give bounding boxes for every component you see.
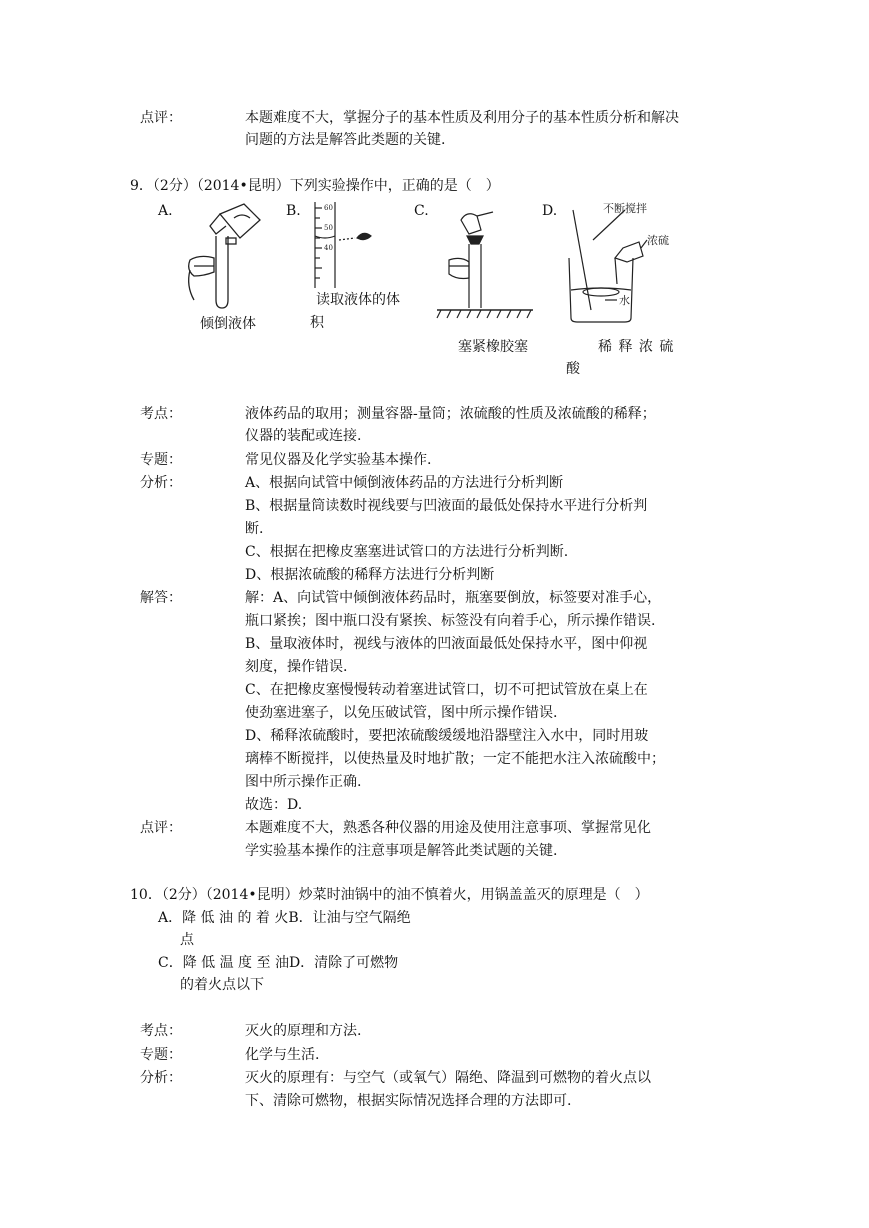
figure-graduated-cylinder xyxy=(305,200,385,290)
prev-comment-label: 点评： xyxy=(140,110,182,126)
q9-jieda-label: 解答： xyxy=(140,590,182,606)
text-line: 液体药品的取用；测量容器-量筒；浓硫酸的性质及浓硫酸的稀释； xyxy=(245,406,656,422)
q9-fenxi-text xyxy=(245,472,715,587)
acid-label: 浓硫 xyxy=(647,234,669,247)
q10-kaodian-label: 考点： xyxy=(140,1023,182,1039)
text-line: 图中所示操作正确. xyxy=(245,774,362,790)
q9-option-b-letter: B. xyxy=(286,203,301,219)
text-line: 瓶口紧挨；图中瓶口没有紧挨、标签没有向着手心，所示操作错误. xyxy=(245,613,656,629)
q10-options-row2: C．降 低 温 度 至 油D．清除了可燃物 xyxy=(158,955,399,971)
tick-label: 50 xyxy=(324,224,333,232)
text-line: D、根据浓硫酸的稀释方法进行分析判断 xyxy=(245,567,495,583)
text-line: 仪器的装配或连接. xyxy=(245,428,362,444)
text-line: C、在把橡皮塞慢慢转动着塞进试管口，切不可把试管放在桌上在 xyxy=(245,682,648,698)
q9-option-d-caption-2: 酸 xyxy=(566,361,580,377)
q9-option-a-letter: A. xyxy=(158,203,173,219)
q10-fenxi-label: 分析： xyxy=(140,1070,182,1086)
stir-label: 不断搅拌 xyxy=(603,202,647,215)
q9-dianping-text xyxy=(245,817,715,863)
water-label: 水 xyxy=(619,294,630,307)
text-line: 灭火的原理和方法. xyxy=(245,1023,362,1039)
q9-option-b-caption-2: 积 xyxy=(310,315,324,331)
q9-option-a-caption: 倾倒液体 xyxy=(200,316,256,332)
tick-label: 40 xyxy=(324,244,333,252)
text-line: B、量取液体时，视线与液体的凹液面最低处保持水平，图中仰视 xyxy=(245,636,648,652)
q9-jieda-text xyxy=(245,587,715,817)
text-line: 断. xyxy=(245,521,264,537)
text-line: 化学与生活. xyxy=(245,1047,320,1063)
q10-stem: 10．（2分）（2014•昆明）炒菜时油锅中的油不慎着火，用锅盖盖灭的原理是（ ） xyxy=(130,887,649,903)
q9-kaodian-label: 考点： xyxy=(140,406,182,422)
figure-pouring-liquid xyxy=(180,200,275,315)
q9-kaodian-text xyxy=(245,403,715,447)
figure-rubber-stopper xyxy=(435,208,535,326)
text-line: 璃棒不断搅拌，以使热量及时地扩散；一定不能把水注入浓硫酸中； xyxy=(245,751,665,767)
text-line: A、根据向试管中倾倒液体药品的方法进行分析判断 xyxy=(245,475,564,491)
q10-fenxi-text xyxy=(245,1067,715,1113)
tick-label: 60 xyxy=(324,204,333,212)
q10-zhuanti-label: 专题： xyxy=(140,1047,182,1063)
text-line: D、稀释浓硫酸时，要把浓硫酸缓缓地沿器壁注入水中，同时用玻 xyxy=(245,728,649,744)
q9-fenxi-label: 分析： xyxy=(140,475,182,491)
q10-kaodian-text xyxy=(245,1020,715,1042)
prev-comment-text xyxy=(245,107,715,151)
text-line: B、根据量筒读数时视线要与凹液面的最低处保持水平进行分析判 xyxy=(245,498,648,514)
q10-options-row1: A．降 低 油 的 着 火B．让油与空气隔绝 xyxy=(158,910,411,926)
q9-option-b-caption-1: 读取液体的体 xyxy=(316,292,400,308)
text-line: 下、清除可燃物，根据实际情况选择合理的方法即可. xyxy=(245,1093,572,1109)
q9-stem: 9．（2分）（2014•昆明）下列实验操作中，正确的是（ ） xyxy=(130,178,500,194)
text-line: 常见仪器及化学实验基本操作. xyxy=(245,452,432,468)
q10-options-row1-cont: 点 xyxy=(180,932,194,948)
q9-option-d-caption-1: 稀 释 浓 硫 xyxy=(598,339,675,355)
figure-dilute-sulfuric-acid xyxy=(565,200,680,325)
q9-zhuanti-text xyxy=(245,449,715,471)
text-line: 灭火的原理有：与空气（或氧气）隔绝、降温到可燃物的着火点以 xyxy=(245,1070,651,1086)
text-line: 故选：D. xyxy=(245,797,303,813)
q10-options-row2-cont: 的着火点以下 xyxy=(180,977,264,993)
text-line: 刻度，操作错误. xyxy=(245,659,348,675)
q9-dianping-label: 点评： xyxy=(140,820,182,836)
q9-option-c-letter: C. xyxy=(414,203,429,219)
text-line: 解：A、向试管中倾倒液体药品时，瓶塞要倒放，标签要对准手心， xyxy=(245,590,662,606)
text-line: C、根据在把橡皮塞塞进试管口的方法进行分析判断. xyxy=(245,544,569,560)
q9-option-d-letter: D. xyxy=(542,203,558,219)
q9-zhuanti-label: 专题： xyxy=(140,452,182,468)
text-line: 本题难度不大，熟悉各种仪器的用途及使用注意事项、掌握常见化 xyxy=(245,820,651,836)
text-line: 学实验基本操作的注意事项是解答此类试题的关键. xyxy=(245,843,558,859)
q9-option-c-caption: 塞紧橡胶塞 xyxy=(458,339,528,355)
q10-zhuanti-text xyxy=(245,1044,715,1066)
text-line: 问题的方法是解答此类题的关键. xyxy=(245,132,446,148)
text-line: 本题难度不大，掌握分子的基本性质及利用分子的基本性质分析和解决 xyxy=(245,110,679,126)
text-line: 使劲塞进塞子，以免压破试管，图中所示操作错误. xyxy=(245,705,558,721)
